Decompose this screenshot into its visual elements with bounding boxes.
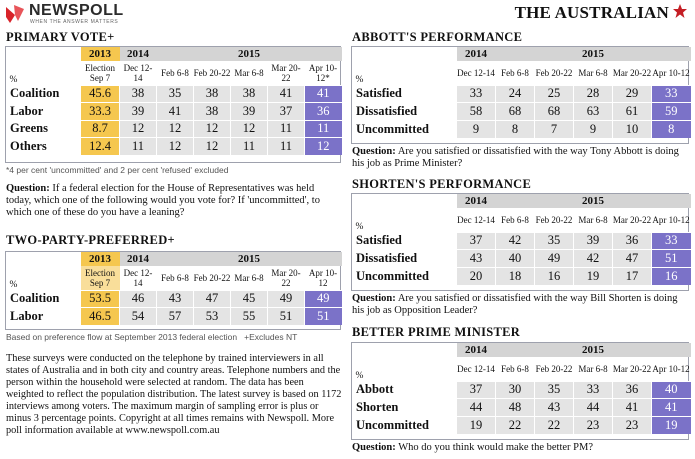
question-text: If a federal election for the House of Representatives was held today, which one of the following would you vote for? If 'uncommitted', to which one of these do you have a leaning? (6, 183, 320, 218)
percent-label: % (355, 370, 364, 381)
cell: 11 (120, 138, 157, 156)
cell: 33 (574, 381, 613, 399)
cell: 57 (157, 308, 194, 326)
cell: 44 (574, 399, 613, 417)
column-header: Feb 6-8 (501, 67, 529, 78)
cell: 11 (231, 138, 268, 156)
methodology-text: These surveys were conducted on the telephone by trained interviewers in all states of Australia and in both city and country areas. Telephone numbers and the person within the household were selected at random. The data has been weighted to reflect the population distribution. The latest survey is based on 1172 interviews among voters. The maximum margin of sampling error is plus or minus 3 percentage points. Copyright at all times remains with Newspoll. More poll information available at www.newspoll.com.au (6, 353, 342, 436)
question-label: Question: (352, 442, 396, 453)
cell: 33 (652, 85, 691, 103)
tpp-table (5, 251, 341, 330)
cell: 16 (535, 267, 574, 285)
cell: 36 (305, 103, 342, 121)
cell: 17 (613, 267, 652, 285)
column-header: Election Sep 7 (85, 62, 115, 83)
table-row (353, 381, 691, 399)
cell: 42 (496, 232, 535, 250)
cell: 37 (457, 232, 496, 250)
column-header: Mar 6-8 (578, 363, 608, 374)
cell: 8 (496, 120, 535, 138)
question-text: Are you satisfied or dissatisfied with the way Tony Abbott is doing his job as Prime Minister? (352, 146, 679, 169)
column-header: Feb 20-22 (193, 67, 231, 78)
cell: 51 (268, 308, 305, 326)
cell: 45.6 (81, 85, 120, 103)
cell: 20 (457, 267, 496, 285)
cell: 12 (157, 138, 194, 156)
cell: 48 (496, 399, 535, 417)
cell: 23 (574, 416, 613, 434)
cell: 33 (457, 85, 496, 103)
cell: 43 (457, 250, 496, 268)
cell: 47 (194, 290, 231, 308)
cell: 41 (268, 85, 305, 103)
column-header: Apr 10-12* (308, 62, 338, 83)
year-2014: 2014 (457, 47, 496, 61)
row-label: Satisfied (353, 85, 457, 103)
cell: 12 (157, 120, 194, 138)
column-header: Mar 20-22 (612, 363, 652, 374)
percent-label: % (9, 74, 18, 85)
cell: 19 (457, 416, 496, 434)
cell: 43 (157, 290, 194, 308)
cell: 63 (574, 103, 613, 121)
cell: 11 (268, 120, 305, 138)
cell: 29 (613, 85, 652, 103)
cell: 22 (535, 416, 574, 434)
year-2014: 2014 (457, 343, 496, 357)
abbott-title: ABBOTT'S PERFORMANCE (352, 30, 523, 44)
row-label: Dissatisfied (353, 250, 457, 268)
column-header: Apr 10-12 (652, 363, 690, 374)
cell: 10 (613, 120, 652, 138)
cell: 41 (157, 103, 194, 121)
cell: 37 (457, 381, 496, 399)
cell: 41 (652, 399, 691, 417)
cell: 44 (457, 399, 496, 417)
table-row (7, 290, 342, 308)
year-2015: 2015 (496, 47, 691, 61)
cell: 55 (231, 308, 268, 326)
cell: 19 (574, 267, 613, 285)
cell: 24 (496, 85, 535, 103)
cell: 33.3 (81, 103, 120, 121)
column-header: Feb 20-22 (535, 214, 573, 225)
column-header: Apr 10-12 (308, 267, 338, 288)
cell: 38 (120, 85, 157, 103)
cell: 58 (457, 103, 496, 121)
column-header: Apr 10-12 (652, 67, 690, 78)
primary-vote-title: PRIMARY VOTE+ (6, 30, 115, 44)
bpm-title: BETTER PRIME MINISTER (352, 325, 521, 339)
cell: 35 (535, 232, 574, 250)
cell: 39 (231, 103, 268, 121)
abbott-question (352, 146, 690, 170)
row-label: Labor (7, 103, 81, 121)
year-2014: 2014 (120, 252, 157, 266)
percent-label: % (9, 279, 18, 290)
row-label: Uncommitted (353, 416, 457, 434)
year-2015: 2015 (496, 194, 691, 208)
cell: 8 (652, 120, 691, 138)
cell: 49 (305, 290, 342, 308)
cell: 49 (535, 250, 574, 268)
primary-footnote: *4 per cent 'uncommitted' and 2 per cent 'refused' excluded (6, 165, 229, 175)
row-label: Uncommitted (353, 120, 457, 138)
column-header: Apr 10-12 (652, 214, 690, 225)
column-header: Mar 20-22 (612, 67, 652, 78)
column-header: Election Sep 7 (81, 266, 120, 290)
table-row (7, 103, 342, 121)
primary-vote-table (5, 46, 341, 163)
year-2015: 2015 (157, 252, 342, 266)
cell: 39 (574, 232, 613, 250)
column-header: Feb 6-8 (501, 214, 529, 225)
cell: 18 (496, 267, 535, 285)
cell: 38 (194, 85, 231, 103)
year-2014: 2014 (457, 194, 496, 208)
row-label: Coalition (7, 290, 81, 308)
table-row (353, 399, 691, 417)
cell: 37 (268, 103, 305, 121)
cell: 11 (268, 138, 305, 156)
cell: 25 (535, 85, 574, 103)
column-header: Feb 20-22 (535, 363, 573, 374)
cell: 9 (574, 120, 613, 138)
row-label: Uncommitted (353, 267, 457, 285)
cell: 35 (157, 85, 194, 103)
cell: 68 (496, 103, 535, 121)
cell: 12 (194, 138, 231, 156)
column-header: Feb 20-22 (535, 67, 573, 78)
row-label: Dissatisfied (353, 103, 457, 121)
table-row (353, 232, 691, 250)
cell: 41 (613, 399, 652, 417)
table-row (7, 138, 342, 156)
percent-label: % (355, 221, 364, 232)
cell: 8.7 (81, 120, 120, 138)
cell: 54 (120, 308, 157, 326)
cell: 28 (574, 85, 613, 103)
cell: 45 (231, 290, 268, 308)
question-text: Who do you think would make the better PM? (398, 442, 594, 453)
table-row (353, 250, 691, 268)
cell: 59 (652, 103, 691, 121)
question-label: Question: (352, 146, 396, 157)
cell: 38 (194, 103, 231, 121)
row-label: Coalition (7, 85, 81, 103)
bpm-question (352, 442, 690, 454)
question-label: Question: (352, 293, 396, 304)
column-header: Mar 6-8 (234, 67, 264, 78)
cell: 42 (574, 250, 613, 268)
cell: 9 (457, 120, 496, 138)
cell: 61 (613, 103, 652, 121)
row-label: Shorten (353, 399, 457, 417)
star-icon (672, 3, 688, 19)
cell: 41 (305, 85, 342, 103)
year-2014: 2014 (120, 47, 157, 61)
table-row (353, 103, 691, 121)
row-label: Others (7, 138, 81, 156)
shorten-question (352, 293, 690, 317)
cell: 40 (652, 381, 691, 399)
cell: 33 (652, 232, 691, 250)
column-header: Dec 12-14 (123, 267, 153, 288)
column-header: Dec 12-14 (457, 67, 495, 78)
year-2013: 2013 (81, 252, 120, 266)
tpp-footnote: Based on preference flow at September 2013 federal election +Excludes NT (6, 332, 298, 342)
question-text: Are you satisfied or dissatisfied with the way Bill Shorten is doing his job as Opposition Leader? (352, 293, 678, 316)
cell: 36 (613, 232, 652, 250)
primary-question (6, 183, 342, 219)
cell: 68 (535, 103, 574, 121)
cell: 39 (120, 103, 157, 121)
cell: 38 (231, 85, 268, 103)
newspoll-logo-icon (4, 3, 26, 25)
newspoll-logo (4, 2, 164, 26)
newspoll-wordmark: NEWSPOLL (29, 2, 124, 19)
shorten-table (351, 193, 689, 291)
cell: 51 (652, 250, 691, 268)
cell: 23 (613, 416, 652, 434)
column-header: Mar 20-22 (271, 267, 301, 288)
cell: 7 (535, 120, 574, 138)
table-row (353, 120, 691, 138)
cell: 30 (496, 381, 535, 399)
cell: 16 (652, 267, 691, 285)
year-2015: 2015 (157, 47, 342, 61)
column-header: Dec 12-14 (457, 363, 495, 374)
question-label: Question: (6, 183, 50, 194)
abbott-table (351, 46, 689, 144)
column-header: Dec 12-14 (123, 62, 153, 83)
table-row (7, 120, 342, 138)
cell: 12 (194, 120, 231, 138)
column-header: Dec 12-14 (457, 214, 495, 225)
table-row (353, 416, 691, 434)
cell: 12 (120, 120, 157, 138)
column-header: Mar 20-22 (612, 214, 652, 225)
row-label: Satisfied (353, 232, 457, 250)
cell: 12 (231, 120, 268, 138)
bpm-table (351, 342, 689, 440)
column-header: Mar 20-22 (271, 62, 301, 83)
table-row (7, 308, 342, 326)
cell: 22 (496, 416, 535, 434)
year-2013: 2013 (81, 47, 120, 61)
column-header: Feb 6-8 (161, 67, 189, 78)
table-row (353, 267, 691, 285)
percent-label: % (355, 74, 364, 85)
column-header: Mar 6-8 (234, 272, 264, 283)
cell: 47 (613, 250, 652, 268)
table-row (353, 85, 691, 103)
row-label: Labor (7, 308, 81, 326)
column-header: Mar 6-8 (578, 214, 608, 225)
cell: 46.5 (81, 308, 120, 326)
column-header: Feb 6-8 (501, 363, 529, 374)
shorten-title: SHORTEN'S PERFORMANCE (352, 177, 532, 191)
cell: 35 (535, 381, 574, 399)
column-header: Feb 6-8 (161, 272, 189, 283)
cell: 53.5 (81, 290, 120, 308)
table-row (7, 85, 342, 103)
cell: 49 (268, 290, 305, 308)
cell: 40 (496, 250, 535, 268)
tpp-title: TWO-PARTY-PREFERRED+ (6, 233, 175, 247)
cell: 36 (613, 381, 652, 399)
row-label: Greens (7, 120, 81, 138)
cell: 51 (305, 308, 342, 326)
newspoll-tagline: WHEN THE ANSWER MATTERS (30, 19, 119, 25)
column-header: Feb 20-22 (193, 272, 231, 283)
cell: 43 (535, 399, 574, 417)
masthead: THE AUSTRALIAN (514, 3, 669, 22)
column-header: Mar 6-8 (578, 67, 608, 78)
cell: 46 (120, 290, 157, 308)
cell: 19 (652, 416, 691, 434)
year-2015: 2015 (496, 343, 691, 357)
row-label: Abbott (353, 381, 457, 399)
cell: 12 (305, 138, 342, 156)
cell: 12.4 (81, 138, 120, 156)
cell: 53 (194, 308, 231, 326)
cell: 11 (305, 120, 342, 138)
